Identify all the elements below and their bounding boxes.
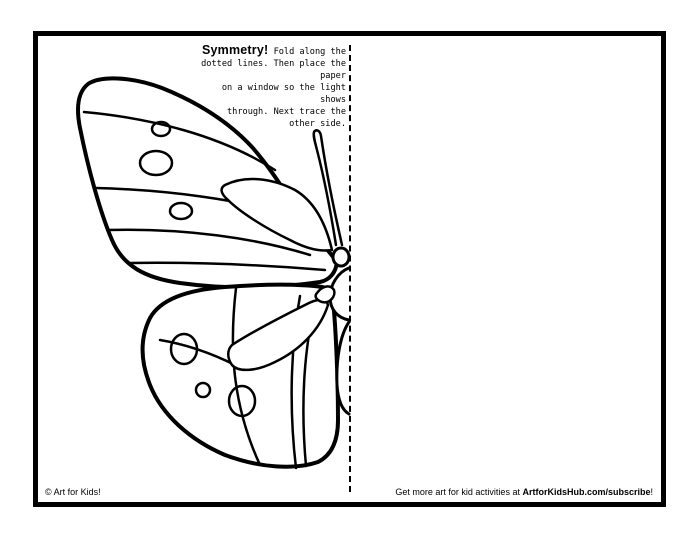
instructions-line-2: dotted lines. Then place the paper xyxy=(201,59,346,81)
butterfly-abdomen xyxy=(337,322,349,414)
instructions-line-4: through. Next trace the other side. xyxy=(227,107,346,129)
butterfly-head xyxy=(333,248,349,266)
fold-dotted-line xyxy=(349,45,351,492)
upper-wing xyxy=(78,78,337,287)
promo-url[interactable]: ArtforKidsHub.com/subscribe xyxy=(522,487,651,497)
instructions-title: Symmetry! xyxy=(201,43,269,57)
promo-prefix: Get more art for kid activities at xyxy=(395,487,523,497)
instructions-line-1: Fold along the xyxy=(273,47,346,57)
promo-text xyxy=(395,487,653,497)
instructions-line-3: on a window so the light shows xyxy=(221,83,346,105)
promo-suffix: ! xyxy=(650,487,653,497)
copyright-text: © Art for Kids! xyxy=(45,487,101,497)
